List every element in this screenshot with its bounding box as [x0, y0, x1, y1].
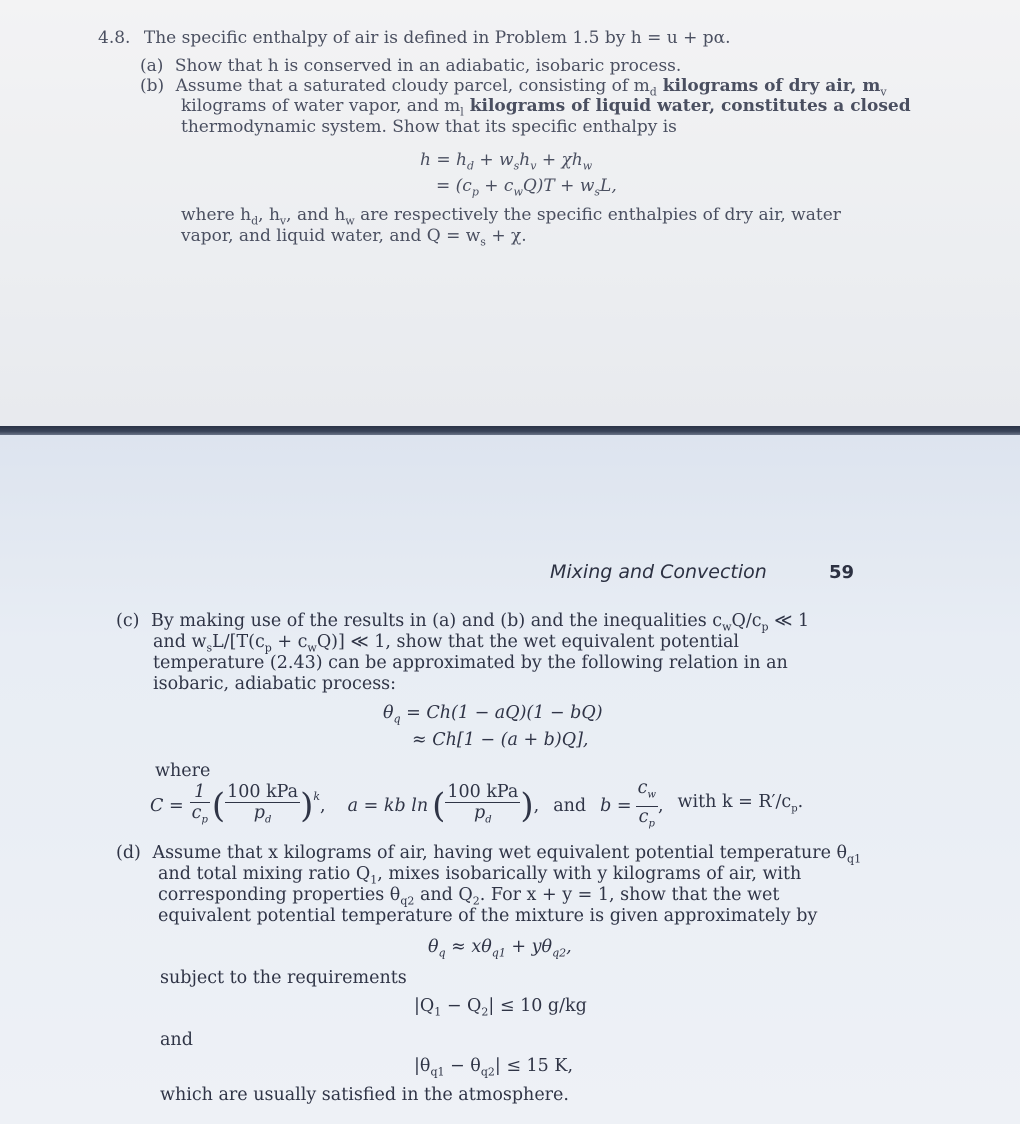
b-eq-num: c — [637, 778, 648, 798]
problem-intro-line — [98, 28, 731, 48]
eq2-c: Q)T + w — [522, 176, 595, 196]
theta-q-equation-2: ≈ Ch[1 − (a + b)Q], — [412, 730, 589, 750]
a-eq-num: 100 kPa — [447, 781, 519, 802]
where-2a: vapor, and liquid water, and Q = w — [181, 226, 481, 246]
c-eq-paren-fraction: $\frac{\text{100 kPa}}{p_d}$ — [227, 781, 299, 826]
where-line-2: vapor, and liquid water, and $Q = w_s + \chi$. — [181, 226, 527, 249]
part-a-text: Show that h is conserved in an adiabatic, isobaric process. — [174, 56, 682, 76]
req1-c: | ≤ 10 g/kg — [488, 996, 587, 1016]
paren-open-a: ( — [432, 786, 446, 826]
enthalpy-equation-2: = $(c_p + c_wQ)T + w_sL$, — [436, 176, 617, 199]
part-a — [140, 56, 681, 76]
eq1-b: + w — [474, 150, 514, 170]
b-eq-lhs: b = — [600, 796, 632, 816]
part-c-label: (c) — [116, 611, 140, 631]
part-c-line-2: and $w_sL/[T(c_p + c_wQ)]$ ≪ 1, show that the wet equivalent potential — [153, 632, 739, 655]
part-c-text-1c: ≪ 1 — [768, 611, 810, 631]
eq1-d: + χh — [536, 150, 583, 170]
eq1-c: h — [519, 150, 531, 170]
part-d-line-2: and total mixing ratio $Q_1$, mixes isobarically with y kilograms of air, with — [158, 864, 802, 887]
part-d-line-3: corresponding properties $\theta_{q2}$ and $Q_2$. For x + y = 1, show that the wet — [158, 885, 780, 908]
paren-close-a: ) — [520, 786, 534, 826]
req2-b: − θ — [444, 1056, 481, 1076]
constants-definitions: C = $\frac{1}{c_p}$ ( $\frac{\text{100 kPa}}{p_d}$ ) $^k$ , a = kb ln ( $\frac{\text{100 kPa}}{p_d}$ ) , and b = $\frac{c_w}{c_p}$ , with $k = R'/c_p$. — [150, 781, 803, 831]
and-b-label: and — [553, 796, 587, 816]
where-1a: where h — [181, 205, 252, 225]
problem-number: 4.8. — [98, 28, 131, 48]
part-d-text-1: Assume that x kilograms of air, having wet equivalent potential temperature θ — [152, 843, 848, 863]
paren-close: ) — [300, 786, 314, 826]
part-b-line-3: thermodynamic system. Show that its specific enthalpy is — [181, 117, 677, 137]
where-1c: , and h — [286, 205, 346, 225]
part-c-text-2: and w — [153, 632, 207, 652]
eq-d-b: ≈ xθ — [445, 937, 492, 957]
part-b-line-2: kilograms of water vapor, and $m_l$ kilograms of liquid water, constitutes a closed — [181, 96, 911, 119]
where-1d: are respectively the specific enthalpies of dry air, water — [354, 205, 841, 225]
req1-a: |Q — [414, 996, 435, 1016]
a-eq-fraction: $\frac{\text{100 kPa}}{p_d}$ — [447, 781, 519, 826]
part-c-text-1: By making use of the results in (a) and (b) and the inequalities c — [151, 611, 723, 631]
part-d-text-3: corresponding properties θ — [158, 885, 401, 905]
page-divider — [0, 426, 1020, 435]
subject-label: subject to the requirements — [160, 968, 407, 988]
part-d-text-2: and total mixing ratio Q — [158, 864, 371, 884]
eq-c1-b: = Ch(1 − aQ)(1 − bQ) — [400, 703, 603, 723]
part-b-line-1: (b) Assume that a saturated cloudy parcel, consisting of $m_d$ kilograms of dry air, $m_v$ — [140, 76, 887, 99]
problem-intro: The specific enthalpy of air is defined in Problem 1.5 by h = u + pα. — [143, 28, 731, 48]
c-eq-exponent: k — [313, 790, 321, 803]
c-eq-paren-num: 100 kPa — [227, 781, 299, 802]
mixture-equation: $\theta_q \approx x\theta_{q1} + y\theta_{q2}$, — [428, 937, 572, 960]
part-b-text-1: Assume that a saturated cloudy parcel, consisting of m — [175, 76, 650, 96]
eq1-a: h = h — [420, 150, 467, 170]
eq-d-c: + yθ — [505, 937, 553, 957]
part-a-label: (a) — [140, 56, 164, 76]
c-eq-den: c — [191, 802, 202, 823]
where-label: where — [155, 761, 211, 781]
requirement-1: $|Q_1 - Q_2| \le 10$ g/kg — [414, 996, 587, 1019]
where-line-1: where $h_d$, $h_v$, and $h_w$ are respectively the specific enthalpies of dry air, water — [181, 205, 841, 228]
part-d-text-3c: . For x + y = 1, show that the wet — [479, 885, 780, 905]
upper-page — [0, 0, 1020, 428]
b-eq-den: c — [638, 806, 649, 827]
eq-c1-a: θ — [383, 703, 394, 723]
eq2-a: = (c — [436, 176, 472, 196]
running-head: Mixing and Convection — [550, 561, 767, 583]
closing-line: which are usually satisfied in the atmosphere. — [160, 1085, 569, 1105]
part-b-label: (b) — [140, 76, 165, 96]
with-k: with k = R′/c — [677, 792, 792, 813]
part-d-text-2b: , mixes isobarically with y kilograms of air, with — [377, 864, 802, 884]
part-d-line-4: equivalent potential temperature of the mixture is given approximately by — [158, 906, 818, 926]
part-b-text-2: kilograms of water vapor, and m — [181, 96, 461, 116]
c-eq-fraction: $\frac{1}{c_p}$ — [191, 781, 208, 826]
eq2-d: L, — [600, 176, 617, 196]
part-c-text-2b: L/[T(c — [212, 632, 265, 652]
enthalpy-equation-1: $h = h_d + w_sh_v + \chi h_w$ — [420, 150, 593, 173]
part-c-line-3: temperature (2.43) can be approximated by the following relation in an — [153, 653, 788, 673]
part-c-text-2c: + c — [271, 632, 308, 652]
part-b-text-1b: kilograms of dry air, m — [656, 76, 881, 96]
req2-c: | ≤ 15 K, — [494, 1056, 574, 1076]
req2-a: |θ — [414, 1056, 431, 1076]
c-eq-paren-den: p — [253, 802, 265, 823]
part-b-text-2b: kilograms of liquid water, constitutes a closed — [463, 96, 911, 116]
a-eq-lhs: a = kb ln — [347, 796, 429, 816]
part-c-line-1: (c) By making use of the results in (a) and (b) and the inequalities $c_wQ/c_p$ ≪ 1 — [116, 611, 810, 634]
paren-open: ( — [211, 786, 226, 826]
a-eq-den: p — [474, 802, 486, 823]
and-label: and — [160, 1030, 193, 1050]
part-c-text-1b: Q/c — [731, 611, 762, 631]
requirement-2: $|\theta_{q1} - \theta_{q2}| \le 15$ K, — [414, 1056, 574, 1079]
part-d-line-1: (d) Assume that x kilograms of air, having wet equivalent potential temperature $\theta_{q1}$ — [116, 843, 862, 866]
req1-b: − Q — [441, 996, 482, 1016]
part-d-text-3b: and Q — [414, 885, 473, 905]
where-2b: + χ. — [485, 226, 527, 246]
eq2-b: + c — [478, 176, 514, 196]
eq-d-a: θ — [428, 937, 439, 957]
b-eq-fraction: $\frac{c_w}{c_p}$ — [637, 778, 656, 829]
page-number: 59 — [829, 562, 855, 583]
lower-page — [0, 435, 1020, 1124]
c-eq-num: 1 — [190, 782, 210, 803]
where-1b: , h — [258, 205, 280, 225]
c-eq-lhs: C = — [150, 796, 184, 816]
part-c-text-2d: Q)] ≪ 1, show that the wet equivalent potential — [316, 632, 739, 652]
theta-q-equation-1: $\theta_q = Ch(1 - aQ)(1 - bQ)$ — [383, 703, 603, 726]
eq-d-d: , — [566, 937, 572, 957]
part-d-label: (d) — [116, 843, 141, 863]
part-c-line-4: isobaric, adiabatic process: — [153, 674, 397, 694]
